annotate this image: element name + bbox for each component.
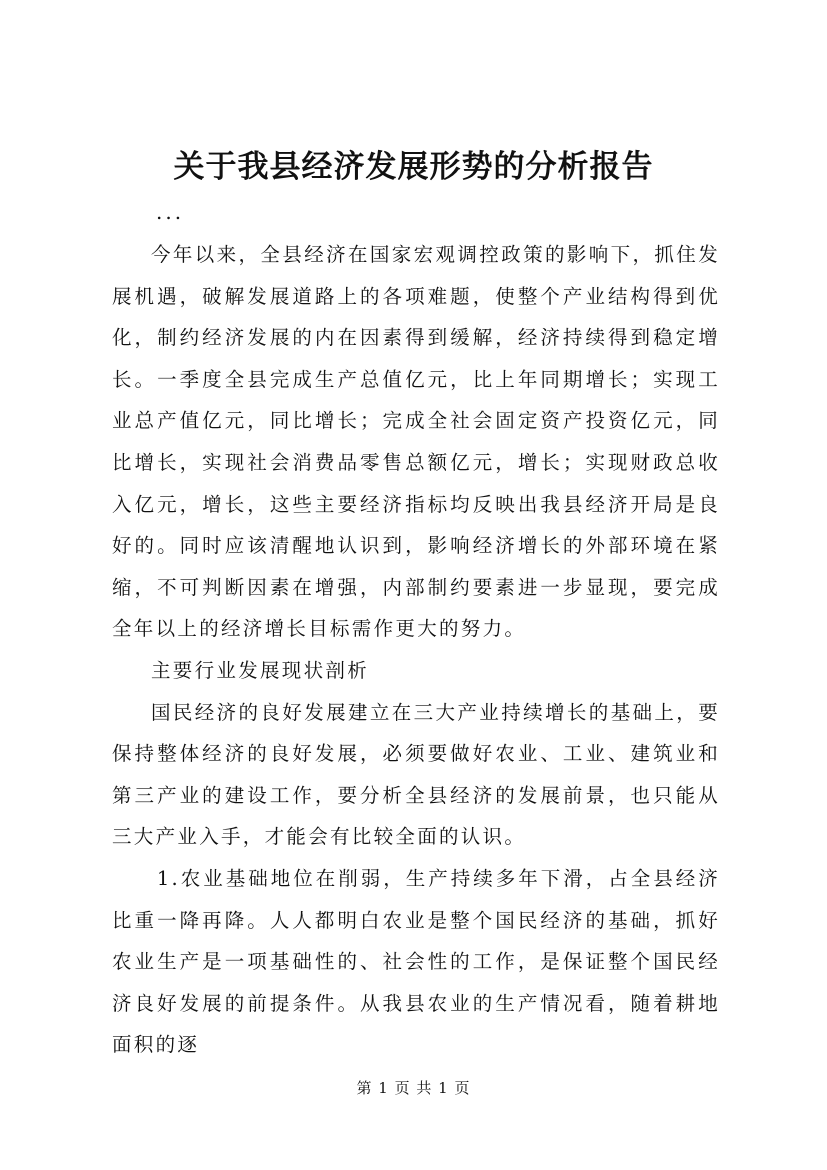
section-heading: 主要行业发展现状剖析 [151,658,370,682]
paragraph-overview: 国民经济的良好发展建立在三大产业持续增长的基础上，要保持整体经济的良好发展，必须要做好农业、工业、建筑业和第三产业的建设工作，要分析全县经济的发展前景，也只能从三大产业入手，才能会有比较全面的认识。 [112,700,720,849]
paragraph-intro: 今年以来，全县经济在国家宏观调控政策的影响下，抓住发展机遇，破解发展道路上的各项难题，使整个产业结构得到优化，制约经济发展的内在因素得到缓解，经济持续得到稳定增长。一季度全县完成生产总值亿元，比上年同期增长；实现工业总产值亿元，同比增长；完成全社会固定资产投资亿元，同比增长，实现社会消费品零售总额亿元，增长；实现财政总收入亿元，增长，这些主要经济指标均反映出我县经济开局是良好的。同时应该清醒地认识到，影响经济增长的外部环境在紧缩，不可判断因素在增强，内部制约要素进一步显现，要完成全年以上的经济增长目标需作更大的努力。 [112,243,720,641]
document-title: 关于我县经济发展形势的分析报告 [173,149,654,185]
document-body [112,234,720,1066]
ellipsis-marker: ... [156,200,185,224]
paragraph-agriculture: 1.农业基础地位在削弱，生产持续多年下滑，占全县经济比重一降再降。人人都明白农业是整个国民经济的基础，抓好农业生产是一项基础性的、社会性的工作，是保证整个国民经济良好发展的前提条件。从我县农业的生产情况看，随着耕地面积的逐 [112,866,720,1057]
page-footer: 第 1 页 共 1 页 [356,1079,471,1097]
